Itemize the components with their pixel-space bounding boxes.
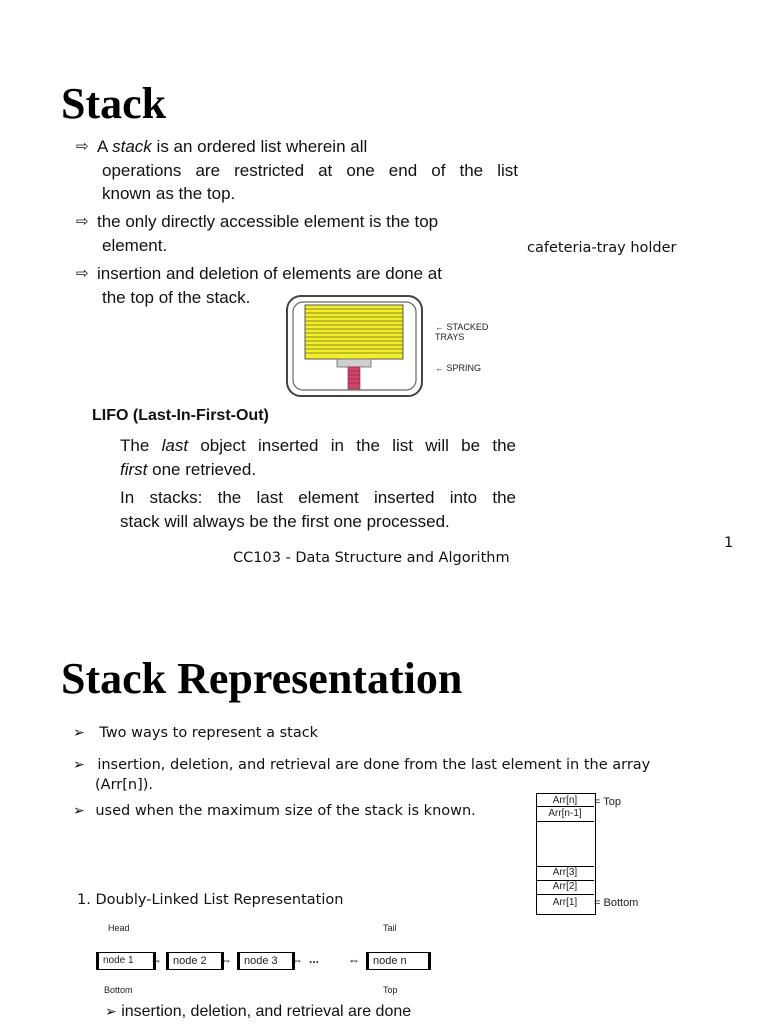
double-arrow-icon: ⇔ <box>291 953 303 967</box>
spring-label: ← SPRING <box>435 363 482 373</box>
head-label: Head <box>108 923 130 933</box>
slide-title: Stack Representation <box>61 654 463 703</box>
slide-title: Stack <box>61 79 167 128</box>
list-node: node 1 <box>96 952 156 970</box>
list-node: node 3 <box>237 952 295 970</box>
double-arrow-icon: ⇔ <box>150 953 162 967</box>
double-arrow-icon: ⇔ <box>220 953 232 967</box>
array-cell: Arr[3] <box>536 866 594 881</box>
bullet-array-retrieval: ➢ insertion, deletion, and retrieval are done from the last element in the array (Arr[n]). <box>73 757 651 793</box>
numbered-heading: 1. Doubly-Linked List Representation <box>77 892 344 908</box>
tray-holder-figure <box>285 293 520 400</box>
bullet-1: ⇨ A stack is an ordered list wherein all operations are restricted at one end of the list known as the top. <box>76 137 518 203</box>
arrow-bullet-icon: ⇨ <box>76 265 89 282</box>
list-node: node n <box>366 952 431 970</box>
triangle-bullet-icon: ➢ <box>73 725 85 741</box>
side-note: cafeteria-tray holder <box>527 240 677 256</box>
arrow-bullet-icon: ⇨ <box>76 138 89 155</box>
triangle-bullet-icon: ➢ <box>73 803 85 819</box>
arrow-bullet-icon: ⇨ <box>76 213 89 230</box>
array-cell: Arr[n] <box>536 795 594 807</box>
triangle-bullet-icon: ➢ <box>105 1003 117 1019</box>
footer-course: CC103 - Data Structure and Algorithm <box>233 550 510 566</box>
lifo-paragraph-1: The last object inserted in the list will be the first one retrieved. <box>120 436 516 479</box>
array-cell: Arr[n-1] <box>536 808 594 822</box>
tail-label: Tail <box>383 923 397 933</box>
bullet-max-size: ➢ used when the maximum size of the stack is known. <box>73 803 476 819</box>
linked-list-figure <box>92 920 437 1000</box>
top-label: Top <box>383 985 398 995</box>
bullet-2: ⇨ the only directly accessible element is the top element. <box>76 212 439 255</box>
array-cell: Arr[2] <box>536 881 594 895</box>
bottom-marker: = Bottom <box>594 897 639 909</box>
lifo-heading: LIFO (Last-In-First-Out) <box>92 407 269 424</box>
list-node: node 2 <box>166 952 224 970</box>
tray-holder-illustration <box>285 293 520 400</box>
bullet-3: ⇨ insertion and deletion of elements are done at the top of the stack. <box>76 264 442 307</box>
array-cell: Arr[1] <box>552 897 578 908</box>
triangle-bullet-icon: ➢ <box>73 757 85 773</box>
array-stack-figure <box>536 793 666 915</box>
ellipsis: ... <box>309 952 320 966</box>
stacked-trays-label: ← STACKED TRAYS <box>435 322 489 342</box>
top-marker: = Top <box>594 796 622 808</box>
bullet-ways: ➢ Two ways to represent a stack <box>73 725 319 741</box>
bottom-label: Bottom <box>104 985 133 995</box>
page-number: 1 <box>724 535 734 551</box>
emphasis-stack: stack <box>112 137 152 156</box>
double-arrow-icon: ⇔ <box>348 953 360 967</box>
bullet-insertion-done: ➢ insertion, deletion, and retrieval are done <box>105 1003 412 1020</box>
lifo-paragraph-2: In stacks: the last element inserted into the stack will always be the first one processed. <box>120 488 516 531</box>
